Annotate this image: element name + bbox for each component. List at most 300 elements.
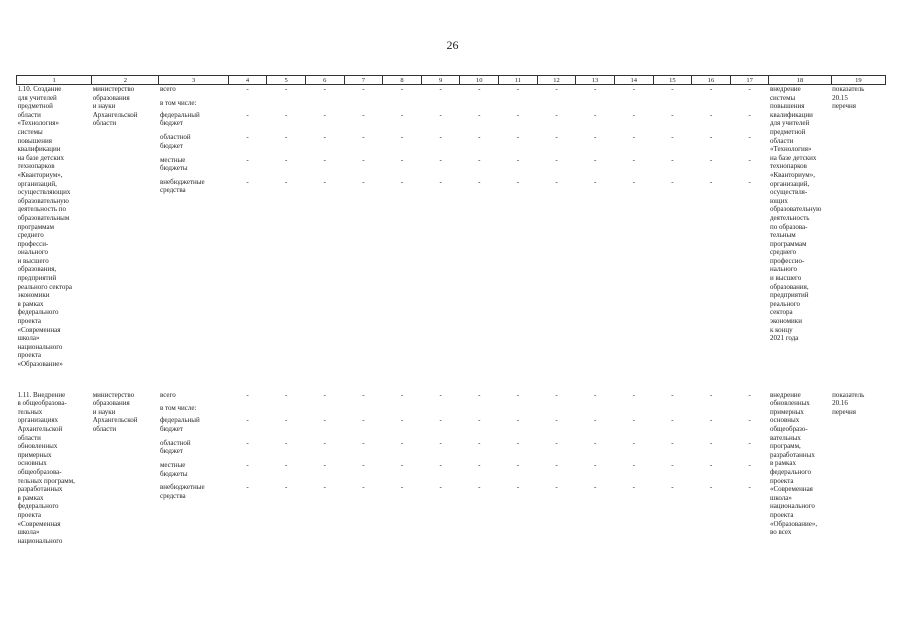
column-header: 19: [831, 76, 885, 85]
text-line: основных: [769, 416, 800, 425]
text-line: на базе детских: [17, 153, 64, 162]
dash-value: -: [748, 155, 751, 164]
dash-value: -: [516, 177, 520, 186]
dash-value: -: [555, 416, 558, 425]
dash-value: -: [555, 133, 558, 142]
column-header: 7: [344, 76, 383, 85]
text-line: нального: [769, 265, 797, 274]
text-line: образовательную: [17, 196, 69, 205]
text-line: предметной: [17, 102, 53, 111]
dash-value: -: [439, 85, 442, 93]
dash-value: -: [323, 483, 326, 492]
text-line: образования,: [17, 265, 57, 274]
dash-value: -: [284, 390, 288, 399]
dash-value: -: [671, 110, 674, 119]
text-line: проекта: [769, 476, 794, 485]
dash-value: -: [439, 110, 442, 119]
text-line: области: [17, 433, 41, 442]
dash-value: -: [555, 155, 558, 164]
dash-value: -: [671, 390, 674, 399]
value-cell: [653, 391, 692, 546]
column-header: 9: [421, 76, 460, 85]
text-line: предметной: [769, 127, 806, 136]
text-line: в общеобразова-: [17, 399, 67, 408]
text-line: образования: [92, 399, 130, 408]
dash-value: -: [632, 155, 635, 164]
value-cell: [421, 391, 460, 546]
text-line: проекта: [17, 510, 41, 519]
dash-value: -: [709, 390, 713, 399]
dash-value: -: [671, 155, 674, 164]
text-line: профессио-: [769, 256, 805, 265]
column-header: 16: [692, 76, 731, 85]
text-line: тельных программ,: [17, 476, 75, 485]
text-line: перечня: [832, 102, 856, 111]
dash-value: -: [593, 438, 597, 447]
dash-value: -: [478, 438, 481, 447]
dash-value: -: [748, 438, 751, 447]
text-line: образования,: [769, 282, 809, 291]
dash-value: -: [632, 133, 635, 142]
text-line: области: [92, 119, 117, 128]
dash-value: -: [362, 483, 365, 492]
value-cell: [499, 391, 538, 546]
dash-value: -: [748, 85, 751, 93]
text-line: местные: [159, 461, 186, 470]
text-line: «Образование»: [17, 360, 63, 368]
column-header: 1: [17, 76, 92, 85]
value-cell: [692, 391, 731, 546]
dash-value: -: [478, 177, 481, 186]
dash-value: -: [362, 438, 365, 447]
dash-value: -: [709, 133, 713, 142]
text-line: области: [769, 136, 794, 145]
column-header: 10: [460, 76, 499, 85]
text-line: на базе детских: [769, 153, 817, 162]
text-line: федерального: [17, 502, 59, 511]
dash-value: -: [593, 416, 597, 425]
dash-value: -: [284, 177, 288, 186]
dash-value: -: [400, 85, 404, 93]
dash-value: -: [555, 438, 558, 447]
value-cell: [228, 391, 267, 546]
header-row: [17, 76, 886, 85]
text-line: разработанных: [769, 450, 815, 459]
text-line: по образова-: [769, 222, 808, 231]
column-header: 8: [383, 76, 422, 85]
dash-value: -: [516, 438, 520, 447]
text-line: среднего: [769, 248, 797, 257]
text-line: «Современная: [17, 519, 61, 528]
text-line: федеральный: [159, 416, 200, 425]
dash-value: -: [400, 177, 404, 186]
dash-value: -: [362, 177, 365, 186]
program-table: [16, 75, 886, 545]
dash-value: -: [439, 390, 442, 399]
dash-value: -: [748, 461, 751, 470]
text-line: федерального: [769, 467, 811, 476]
text-line: внебюджетные: [159, 483, 205, 492]
text-line: образовательную: [769, 205, 822, 214]
dash-value: -: [362, 390, 365, 399]
text-line: национального: [769, 502, 815, 511]
dash-value: -: [439, 155, 442, 164]
text-line: тельным: [769, 231, 796, 240]
text-line: квалификации: [769, 110, 813, 119]
dash-value: -: [439, 483, 442, 492]
text-line: проекта: [17, 351, 41, 360]
dash-value: -: [284, 416, 288, 425]
text-line: 20.15: [832, 93, 848, 102]
dash-value: -: [323, 177, 326, 186]
dash-value: -: [555, 85, 558, 93]
dash-value: -: [246, 110, 249, 119]
text-line: общеобразова-: [17, 467, 62, 476]
dash-value: -: [400, 483, 404, 492]
dash-value: -: [516, 416, 520, 425]
column-header: 13: [576, 76, 615, 85]
dash-value: -: [323, 85, 326, 93]
dash-value: -: [478, 155, 481, 164]
text-line: 2021 года: [769, 334, 799, 343]
text-line: организациях: [17, 416, 59, 425]
dash-value: -: [555, 483, 558, 492]
text-line: министерство: [92, 390, 135, 399]
funding-source-cell: [159, 391, 228, 546]
text-line: в том числе:: [159, 98, 197, 107]
dash-value: -: [478, 461, 481, 470]
page-number: 26: [446, 38, 459, 52]
dash-value: -: [593, 155, 597, 164]
dash-value: -: [246, 461, 249, 470]
dash-value: -: [709, 461, 713, 470]
text-line: основных: [17, 459, 47, 468]
column-header: 11: [499, 76, 538, 85]
text-line: професси-: [17, 239, 49, 248]
text-line: национального: [17, 342, 63, 351]
dash-value: -: [400, 110, 404, 119]
text-line: Архангельской: [92, 110, 138, 119]
dash-value: -: [246, 155, 249, 164]
column-header: 4: [228, 76, 267, 85]
dash-value: -: [478, 110, 481, 119]
text-line: общеобразо-: [769, 424, 808, 433]
dash-value: -: [323, 133, 326, 142]
dash-value: -: [632, 390, 635, 399]
value-cell: [228, 85, 267, 369]
text-line: средства: [159, 186, 186, 195]
text-line: в рамках: [769, 459, 796, 468]
value-cell: [537, 85, 576, 369]
dash-value: -: [632, 461, 635, 470]
dash-value: -: [709, 110, 713, 119]
text-line: внедрение: [769, 390, 801, 399]
text-line: в том числе:: [159, 404, 197, 413]
text-line: «Кванториум»,: [17, 170, 63, 179]
executor-cell: [92, 85, 159, 369]
dash-value: -: [478, 416, 481, 425]
dash-value: -: [516, 483, 520, 492]
text-line: осуществляющих: [17, 188, 71, 197]
dash-value: -: [284, 85, 288, 93]
text-line: школа»: [17, 528, 40, 537]
dash-value: -: [555, 390, 558, 399]
dash-value: -: [632, 177, 635, 186]
text-line: бюджет: [159, 447, 183, 456]
dash-value: -: [323, 390, 326, 399]
text-line: обновленных: [17, 442, 58, 451]
dash-value: -: [593, 390, 597, 399]
value-cell: [383, 391, 422, 546]
text-line: показатель: [832, 390, 865, 399]
text-line: программам: [17, 222, 55, 231]
executor-cell: [92, 391, 159, 546]
text-line: к концу: [769, 325, 793, 334]
text-line: «Кванториум»,: [769, 170, 815, 179]
value-cell: [344, 391, 383, 546]
text-line: всего: [159, 390, 176, 399]
value-cell: [267, 85, 306, 369]
dash-value: -: [439, 438, 442, 447]
text-line: повышения: [769, 102, 805, 111]
column-header: 6: [305, 76, 344, 85]
value-cell: [421, 85, 460, 369]
dash-value: -: [362, 155, 365, 164]
text-line: внедрение: [769, 85, 801, 93]
value-cell: [576, 391, 615, 546]
dash-value: -: [478, 85, 481, 93]
column-header: 3: [159, 76, 228, 85]
text-line: системы: [17, 127, 43, 136]
text-line: проекта: [769, 510, 794, 519]
dash-value: -: [400, 390, 404, 399]
text-line: «Технология»: [17, 119, 60, 128]
column-header: 12: [537, 76, 576, 85]
dash-value: -: [671, 133, 674, 142]
text-line: предприятий: [769, 291, 809, 300]
text-line: области: [17, 110, 41, 119]
text-line: деятельность по: [17, 205, 67, 214]
text-line: сектора: [769, 308, 793, 317]
dash-value: -: [246, 133, 249, 142]
value-cell: [460, 391, 499, 546]
text-line: во всех: [769, 528, 792, 537]
text-line: предприятий: [17, 274, 57, 283]
text-line: в рамках: [17, 299, 44, 308]
dash-value: -: [555, 177, 558, 186]
column-header: 14: [614, 76, 653, 85]
text-line: примерных: [17, 450, 52, 459]
funding-source-cell: [159, 85, 228, 369]
dash-value: -: [748, 110, 751, 119]
text-line: федерального: [17, 308, 59, 317]
value-cell: [305, 85, 344, 369]
value-cell: [267, 391, 306, 546]
dash-value: -: [593, 110, 597, 119]
value-cell: [305, 391, 344, 546]
text-line: повышения: [17, 136, 52, 145]
text-line: перечня: [832, 407, 856, 416]
dash-value: -: [748, 416, 751, 425]
dash-value: -: [323, 438, 326, 447]
dash-value: -: [671, 461, 674, 470]
dash-value: -: [748, 483, 751, 492]
dash-value: -: [323, 416, 326, 425]
dash-value: -: [478, 133, 481, 142]
value-cell: [653, 85, 692, 369]
dash-value: -: [709, 85, 713, 93]
dash-value: -: [362, 461, 365, 470]
text-line: организаций,: [17, 179, 57, 188]
dash-value: -: [323, 110, 326, 119]
dash-value: -: [478, 483, 481, 492]
dash-value: -: [362, 416, 365, 425]
text-line: примерных: [769, 407, 804, 416]
dash-value: -: [439, 416, 442, 425]
text-line: для учителей: [769, 119, 810, 128]
value-cell: [614, 85, 653, 369]
value-cell: [344, 85, 383, 369]
text-line: средства: [159, 492, 186, 501]
text-line: системы: [769, 93, 796, 102]
text-line: и науки: [92, 102, 116, 111]
text-line: всего: [159, 85, 176, 93]
text-line: обновленных: [769, 399, 810, 408]
text-line: осуществля-: [769, 188, 808, 197]
dash-value: -: [284, 438, 288, 447]
dash-value: -: [593, 85, 597, 93]
dash-value: -: [593, 177, 597, 186]
dash-value: -: [516, 390, 520, 399]
dash-value: -: [478, 390, 481, 399]
dash-value: -: [516, 110, 520, 119]
text-line: федеральный: [159, 110, 200, 119]
text-line: программам: [769, 239, 807, 248]
text-line: образования: [92, 93, 130, 102]
text-line: «Технология»: [769, 145, 812, 154]
dash-value: -: [748, 177, 751, 186]
text-line: технопарков: [17, 162, 55, 171]
text-line: и высшего: [769, 274, 802, 283]
dash-value: -: [400, 133, 404, 142]
text-line: технопарков: [769, 162, 807, 171]
value-cell: [730, 85, 769, 369]
text-line: организаций,: [769, 179, 810, 188]
dash-value: -: [671, 85, 674, 93]
dash-value: -: [593, 461, 597, 470]
dash-value: -: [555, 110, 558, 119]
dash-value: -: [246, 416, 249, 425]
dash-value: -: [709, 416, 713, 425]
text-line: бюджет: [159, 141, 183, 150]
text-line: бюджеты: [159, 164, 188, 173]
dash-value: -: [284, 110, 288, 119]
value-cell: [730, 391, 769, 546]
dash-value: -: [400, 438, 404, 447]
text-line: среднего: [17, 231, 44, 240]
dash-value: -: [362, 85, 365, 93]
dash-value: -: [246, 438, 249, 447]
text-line: и высшего: [17, 256, 49, 265]
dash-value: -: [632, 416, 635, 425]
result-cell: [769, 391, 831, 546]
value-cell: [499, 85, 538, 369]
text-line: тельных: [17, 407, 43, 416]
indicator-cell: [831, 85, 885, 369]
text-line: реального: [769, 299, 800, 308]
dash-value: -: [516, 133, 520, 142]
dash-value: -: [671, 177, 674, 186]
text-line: для учителей: [17, 93, 57, 102]
dash-value: -: [671, 416, 674, 425]
text-line: деятельность: [769, 213, 810, 222]
text-line: 20.16: [832, 399, 848, 408]
text-line: показатель: [832, 85, 865, 93]
text-line: разработанных: [17, 485, 63, 494]
dash-value: -: [323, 461, 326, 470]
dash-value: -: [709, 155, 713, 164]
value-cell: [460, 85, 499, 369]
dash-value: -: [439, 177, 442, 186]
dash-value: -: [632, 483, 635, 492]
dash-value: -: [632, 110, 635, 119]
text-line: квалификации: [17, 145, 61, 154]
text-line: национального: [17, 536, 63, 545]
dash-value: -: [632, 85, 635, 93]
text-line: реального сектора: [17, 282, 72, 291]
text-line: областной: [159, 438, 191, 447]
text-line: в рамках: [17, 493, 44, 502]
dash-value: -: [709, 483, 713, 492]
text-line: вательных: [769, 433, 801, 442]
dash-value: -: [400, 155, 404, 164]
text-line: экономики: [17, 291, 50, 300]
dash-value: -: [284, 461, 288, 470]
dash-value: -: [671, 438, 674, 447]
dash-value: -: [400, 461, 404, 470]
value-cell: [614, 391, 653, 546]
activity-name-cell: [17, 391, 92, 546]
dash-value: -: [516, 155, 520, 164]
table-row: [17, 391, 886, 546]
activity-name-cell: [17, 85, 92, 369]
dash-value: -: [400, 416, 404, 425]
column-header: 15: [653, 76, 692, 85]
value-cell: [383, 85, 422, 369]
text-line: области: [92, 424, 117, 433]
text-line: экономики: [769, 317, 802, 326]
dash-value: -: [516, 85, 520, 93]
dash-value: -: [748, 133, 751, 142]
dash-value: -: [709, 177, 713, 186]
dash-value: -: [516, 461, 520, 470]
text-line: бюджет: [159, 424, 183, 433]
value-cell: [537, 391, 576, 546]
text-line: школа»: [769, 493, 792, 502]
text-line: бюджеты: [159, 469, 188, 478]
text-line: программ,: [769, 442, 801, 451]
dash-value: -: [593, 483, 597, 492]
text-line: «Современная: [769, 485, 813, 494]
text-line: областной: [159, 133, 191, 142]
text-line: 1.11. Внедрение: [17, 390, 66, 399]
dash-value: -: [323, 155, 326, 164]
value-cell: [576, 85, 615, 369]
dash-value: -: [284, 133, 288, 142]
dash-value: -: [439, 133, 442, 142]
text-line: и науки: [92, 407, 116, 416]
dash-value: -: [671, 483, 674, 492]
